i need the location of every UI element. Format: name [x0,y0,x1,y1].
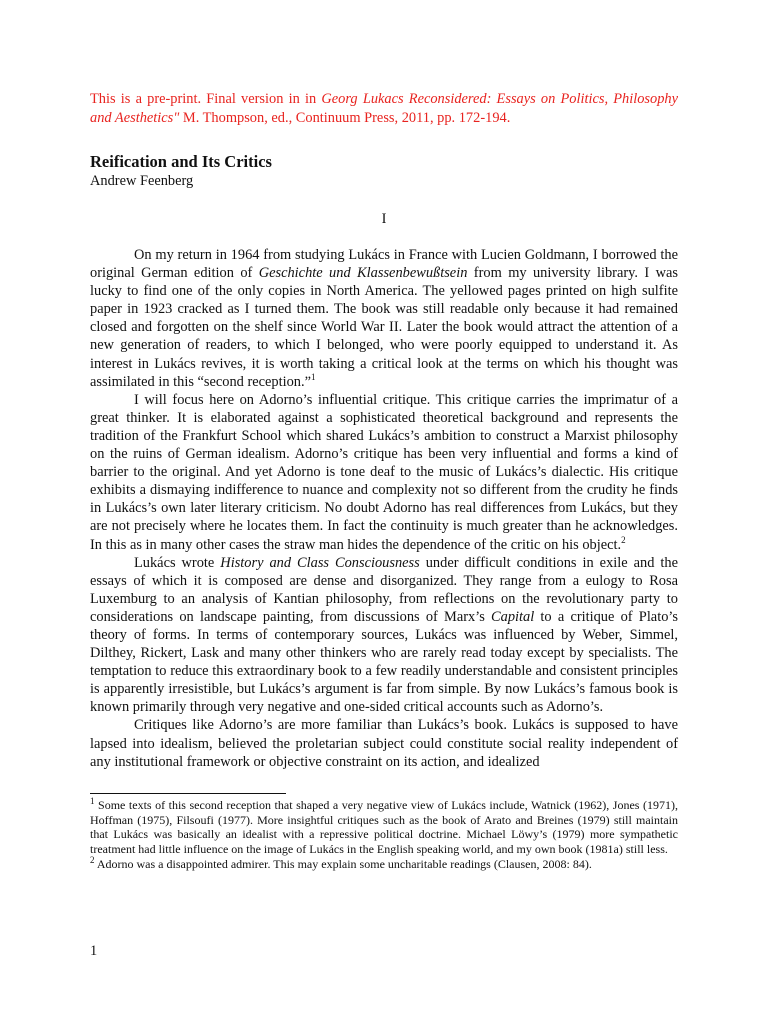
text-run: under difficult conditions in exile and the essays of which it is composed are dense and disorganized. They range from a eulogy to Rosa Luxemburg to an analysis of Kantian philosophy, from reflections on the revolutionary party to considerations on landscape painting, from discussions of Marx’s [90,554,678,625]
text-run: On my return in 1964 from studying Lukács in France with Lucien Goldmann, I borrowed the original German edition of [90,247,678,282]
preprint-book-title: Georg Lukacs Reconsidered: Essays on Politics, Philosophy and Aesthetics" [90,91,678,126]
body-paragraph [90,246,678,391]
article-author: Andrew Feenberg [90,173,194,189]
text-run: I will focus here on Adorno’s influential critique. This critique carries the imprimatur of a great thinker. It is elaborated against a sophisticated theoretical background and represents the tradition of the Frankfurt School which shared Lukács’s ambition to construct a Marxist philosophy on the ruins of German idealism. Adorno’s critique has been very influential and forms a kind of barrier to the original. And yet Adorno is tone deaf to the music of Lukács’s dialectic. His critique exhibits a dismaying indifference to nuance and complexity not so different from the crudity he finds in Lukács’s own later literary criticism. No doubt Adorno has real differences from Lukács, but they are not precisely where he locates them. In fact the continuity is much greater than he acknowledges. In this as in many other cases the straw man hides the dependence of the critic on his object. [90,391,678,553]
preprint-tail: M. Thompson, ed., Continuum Press, 2011, pp. 172-194. [179,109,511,126]
body-text [90,246,678,771]
text-run: Critiques like Adorno’s are more familiar than Lukács’s book. Lukács is supposed to have lapsed into idealism, believed the proletarian subject could constitute social reality independent of any institutional framework or objective constraint on its action, and idealized [90,717,678,770]
section-heading: I [381,211,387,227]
text-run: from my university library. I was lucky to find one of the only copies in North America. The yellowed pages printed on high sulfite paper in 1923 cracked as I turned them. The book was still readable only because it had remained closed and forgotten on the shelf since World War II. Later the book would attract the attention of a new generation of readers, to which I belonged, who were poorly equipped to understand it. As interest in Lukács revives, it is worth taking a critical look at the terms on which his thought was assimilated in this “second reception.” [90,265,678,390]
footnote-reference: 1 [311,371,316,382]
preprint-lead: This is a pre-print. Final version in in [90,91,322,107]
footnote [90,854,678,872]
preprint-notice [90,90,678,127]
footnote-divider [90,793,286,794]
footnote-reference: 2 [621,534,626,545]
article-title: Reification and Its Critics [90,152,272,171]
italic-title-run: Capital [491,608,535,625]
text-run: Lukács wrote [134,554,221,571]
footnote-number: 1 [90,795,95,806]
italic-title-run: History and Class Consciousness [220,554,420,571]
footnote-text: Adorno was a disappointed admirer. This may explain some uncharitable readings (Clausen, 2008: 84). [94,856,592,871]
text-run: to a critique of Plato’s theory of forms. In terms of contemporary sources, Lukács was influenced by Weber, Simmel, Dilthey, Rickert, Lask and many other thinkers who are rarely read today except by specialists. The temptation to reduce this extraordinary book to a few readily understandable and consistent principles is apparently irresistible, but Lukács’s argument is far from simple. By now Lukács’s famous book is known primarily through very negative and one-sided critical accounts such as Adorno’s. [90,608,678,716]
document-page [90,90,678,872]
body-paragraph [90,716,678,770]
footnote-number: 2 [90,854,95,865]
italic-title-run: Geschichte und Klassenbewußtsein [258,265,468,282]
page-number: 1 [90,943,98,959]
footnotes [90,795,678,872]
footnote-text: Some texts of this second reception that shaped a very negative view of Lukács include, Watnick (1962), Jones (1971), Hoffman (1975), Filsoufi (1977). More insightful critiques such as the book of Arato and Breines (1979) still maintain that Lukács was basically an idealist with a repressive political doctrine. Michael Löwy’s (1979) more sympathetic treatment had little influence on the image of Lukács in the English speaking world, and my own book (1981a) still less. [90,797,678,857]
body-paragraph [90,554,678,717]
body-paragraph [90,391,678,554]
footnote [90,795,678,857]
